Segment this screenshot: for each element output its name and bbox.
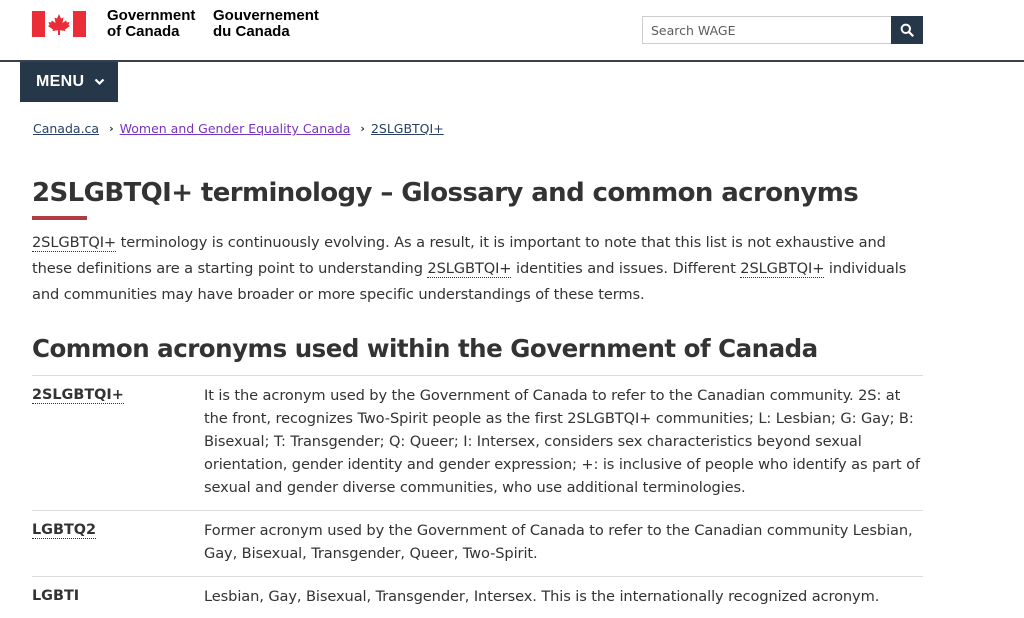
intro-paragraph xyxy=(32,230,922,308)
abbr-2slgbtqi[interactable]: 2SLGBTQI+ xyxy=(740,260,825,277)
breadcrumb-link-canada[interactable]: Canada.ca xyxy=(33,121,100,136)
term-lgbti: LGBTI xyxy=(32,588,80,604)
glossary-definition: Lesbian, Gay, Bisexual, Transgender, Intersex. This is the internationally recognized acronym. xyxy=(204,588,880,605)
chevron-right-icon: › xyxy=(109,122,114,135)
term-lgbtq2[interactable]: LGBTQ2 xyxy=(32,522,97,538)
intro-text-3: individuals and communities may have broader or more specific understandings of these terms. xyxy=(32,260,907,303)
search-input[interactable] xyxy=(642,16,891,44)
menu-label: MENU xyxy=(36,73,85,90)
chevron-down-icon xyxy=(94,78,105,86)
search-icon xyxy=(900,23,914,37)
chevron-right-icon: › xyxy=(360,122,365,135)
signature-french[interactable] xyxy=(213,8,319,40)
glossary-definition: Former acronym used by the Government of Canada to refer to the Canadian community Lesbian, Gay, Bisexual, Transgender, Queer, Two-Spirit. xyxy=(204,522,913,562)
signature-en-line-2: of Canada xyxy=(107,23,180,40)
term-2slgbtqi[interactable]: 2SLGBTQI+ xyxy=(32,387,124,403)
glossary-row xyxy=(32,577,923,618)
search-form xyxy=(642,16,923,44)
canada-flag-icon[interactable] xyxy=(32,11,86,37)
glossary-term xyxy=(32,585,204,608)
signature-english[interactable] xyxy=(107,8,195,40)
intro-text-1: terminology is continuously evolving. As a result, it is important to note that this list is not exhaustive and these definitions are a starting point to understanding xyxy=(32,234,886,277)
glossary-list xyxy=(32,375,923,618)
glossary-term xyxy=(32,384,204,499)
glossary-term xyxy=(32,519,204,565)
signature-en-line-1: Government xyxy=(107,7,196,24)
search-button[interactable] xyxy=(891,16,923,44)
site-header xyxy=(0,0,1024,62)
breadcrumb-link-wage[interactable]: Women and Gender Equality Canada xyxy=(119,121,351,136)
abbr-2slgbtqi[interactable]: 2SLGBTQI+ xyxy=(32,234,117,251)
intro-text-2: identities and issues. Different xyxy=(511,260,741,277)
glossary-definition: It is the acronym used by the Government of Canada to refer to the Canadian community. 2S: at the front, recognizes Two-Spirit people as the first 2SLGBTQI+ communities; L: Lesbian; G: Gay; B: Bisexual; T: Transgender; Q: Queer; I: Intersex, considers sex characteristics beyond sexual orientation, gender identity and gender expression; +: is inclusive of people who identify as part of sexual and gender diverse communities, who use additional terminologies. xyxy=(204,387,920,496)
glossary-row xyxy=(32,376,923,511)
section-heading: Common acronyms used within the Government of Canada xyxy=(32,334,818,363)
breadcrumb xyxy=(33,121,444,136)
signature-fr-line-2: du Canada xyxy=(213,23,290,40)
page-title: 2SLGBTQI+ terminology – Glossary and common acronyms xyxy=(32,178,859,208)
menu-button[interactable] xyxy=(20,62,118,102)
signature-fr-line-1: Gouvernement xyxy=(213,7,319,24)
breadcrumb-link-2slgbtqi[interactable]: 2SLGBTQI+ xyxy=(370,121,444,136)
glossary-row xyxy=(32,511,923,577)
title-accent-rule xyxy=(32,216,87,220)
abbr-2slgbtqi[interactable]: 2SLGBTQI+ xyxy=(427,260,512,277)
